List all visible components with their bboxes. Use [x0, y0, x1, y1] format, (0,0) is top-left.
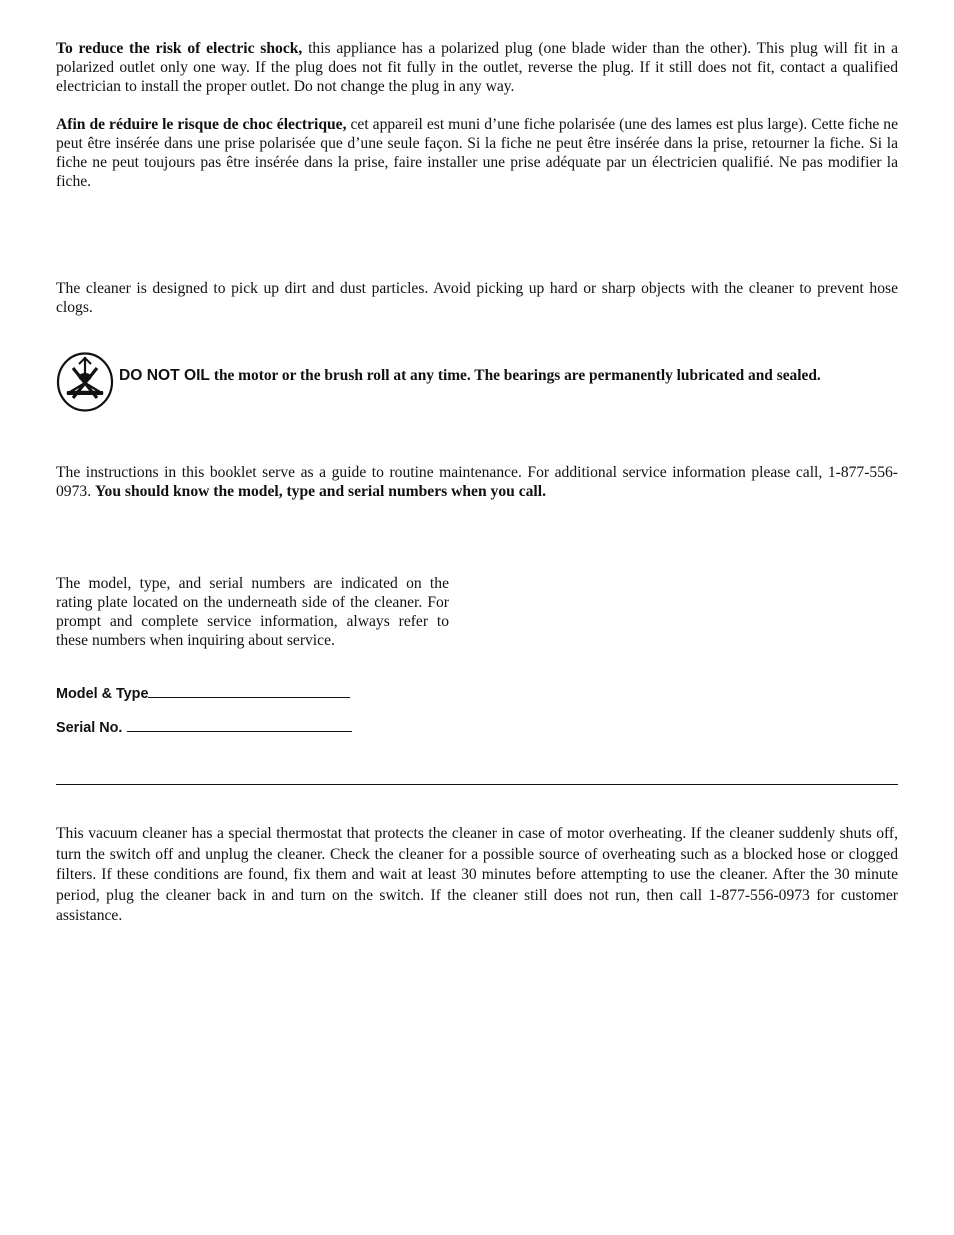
do-not-oil-body: the motor or the brush roll at any time. The bearings are permanently lubricated and sealed.: [209, 367, 821, 384]
serial-number-field: [56, 719, 352, 737]
thermostat-text: This vacuum cleaner has a special thermostat that protects the cleaner in case of motor overheating. If the cleaner suddenly shuts off, turn the switch off and unplug the cleaner. Check the cleaner for a possible source of overheating such as a blocked hose or clogged filters. If these conditions are found, fix them and wait at least 30 minutes before attempting to use the cleaner. After the 30 minute period, plug the cleaner back in and turn on the switch. If the cleaner still does not run, then call 1-877-556-0973 for customer assistance.: [56, 825, 898, 925]
shock-warning-french: [56, 115, 898, 191]
shock-warning-fr-lead: Afin de réduire le risque de choc électrique,: [56, 116, 347, 133]
serial-number-blank-line: [127, 719, 352, 732]
instructions-body: The instructions in this booklet serve as a guide to routine maintenance. For additional service information please call, 1-877-556-0973.: [56, 464, 898, 500]
serial-number-label: Serial No.: [56, 720, 123, 736]
do-not-oil-notice: [56, 352, 898, 414]
model-type-label: Model & Type: [56, 686, 149, 702]
cleaner-usage-text: The cleaner is designed to pick up dirt and dust particles. Avoid picking up hard or sharp objects with the cleaner to prevent hose clogs.: [56, 280, 898, 316]
shock-warning-body: this appliance has a polarized plug (one blade wider than the other). This plug will fit in a polarized outlet only one way. If the plug does not fit fully in the outlet, reverse the plug. If it still does not fit, contact a qualified electrician to install the proper outlet. Do not change the plug in any way.: [56, 40, 899, 95]
instructions-text: [56, 463, 898, 501]
do-not-oil-text: [119, 367, 821, 385]
model-type-blank-line: [148, 685, 350, 698]
shock-warning-fr-body: cet appareil est muni d’une fiche polarisée (une des lames est plus large). Cette fiche ne peut être insérée dans une prise polarisée que d’une seule façon. Si la fiche ne peut être insérée dans la prise, retourner la fiche. Si la fiche ne peut toujours pas être insérée dans la prise, faire installer une prise adéquate par un électricien qualifié. Ne pas modifier la fiche.: [56, 116, 898, 190]
instructions-emphasis: You should know the model, type and serial numbers when you call.: [94, 483, 546, 500]
shock-warning-lead: To reduce the risk of electric shock,: [56, 40, 303, 57]
shock-warning-english: [56, 39, 898, 96]
no-oil-icon: [56, 352, 114, 412]
do-not-oil-lead: DO NOT OIL: [119, 367, 210, 384]
model-info-text: The model, type, and serial numbers are indicated on the rating plate located on the underneath side of the cleaner. For prompt and complete service information, always refer to these numbers when inquiring about service.: [56, 575, 449, 649]
model-type-field: [56, 685, 350, 703]
section-divider: [56, 784, 898, 785]
